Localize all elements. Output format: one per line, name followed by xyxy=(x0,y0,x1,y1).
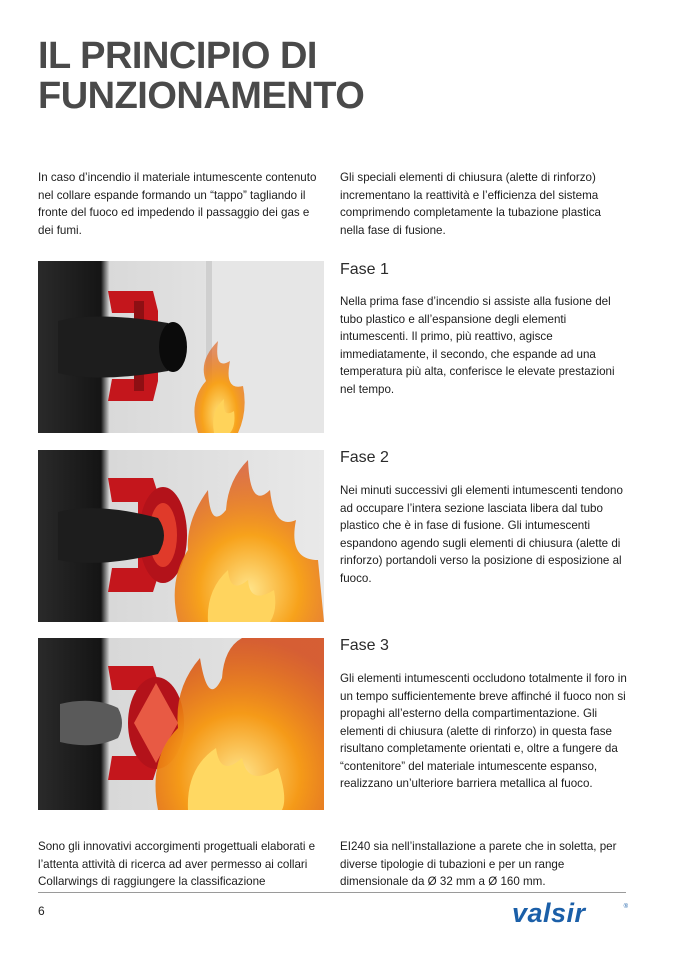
phase-2-illustration xyxy=(38,450,324,622)
valsir-logo xyxy=(512,898,628,928)
phase-3-illustration xyxy=(38,638,324,810)
page-title: IL PRINCIPIO DI FUNZIONAMENTO xyxy=(38,35,365,117)
phase-1-text: Nella prima fase d’incendio si assiste alla fusione del tubo plastico e all’espansione degli elementi intumescenti. Il primo, più reattivo, agisce immediatamente, il secondo, che espande ad una temperatura più alta, conferisce le elevate prestazioni nel tempo. xyxy=(340,295,615,396)
phase-3-text: Gli elementi intumescenti occludono totalmente il foro in un tempo sufficientemente breve affinché il fuoco non si propaghi all’esterno della compartimentazione. Gli elementi di chiusura (alette di rinforzo) in questa fase risultano completamente orientati e, oltre a fungere da “contenitore” del materiale intumescente espanso, realizzano un’ulteriore barriera metallica al fuoco. xyxy=(340,672,627,790)
footer-divider xyxy=(38,892,626,893)
logo-wordmark: valsir xyxy=(512,898,586,928)
phase-2-text: Nei minuti successivi gli elementi intumescenti tendono ad occupare l’intera sezione lasciata libera dal tubo plastico che è in fase di fusione. Gli intumescenti espandono agendo sugli elementi di chiusura (alette di rinforzo) portandoli verso la posizione di esposizione al fuoco. xyxy=(340,484,623,585)
phase-1-title: Fase 1 xyxy=(340,261,389,278)
registered-mark: ® xyxy=(623,904,628,910)
intro-left-paragraph: In caso d’incendio il materiale intumescente contenuto nel collare espande formando un “tappo” tagliando il fronte del fuoco ed impedendo il passaggio dei gas e dei fumi. xyxy=(38,171,317,237)
outro-right-paragraph: EI240 sia nell’installazione a parete che in soletta, per diverse tipologie di tubazioni e per un range dimensionale da Ø 32 mm a Ø 160 mm. xyxy=(340,840,617,888)
phase-2-title: Fase 2 xyxy=(340,449,389,466)
phase-3-title: Fase 3 xyxy=(340,637,389,654)
outro-left-paragraph: Sono gli innovativi accorgimenti progettuali elaborati e l’attenta attività di ricerca ad aver permesso ai collari Collarwings di raggiungere la classificazione xyxy=(38,840,316,888)
intro-right-paragraph: Gli speciali elementi di chiusura (alette di rinforzo) incrementano la reattività e l’efficienza del sistema comprimendo completamente la tubazione plastica nella fase di fusione. xyxy=(340,171,602,237)
page-number: 6 xyxy=(38,904,45,918)
phase-1-illustration xyxy=(38,261,324,433)
